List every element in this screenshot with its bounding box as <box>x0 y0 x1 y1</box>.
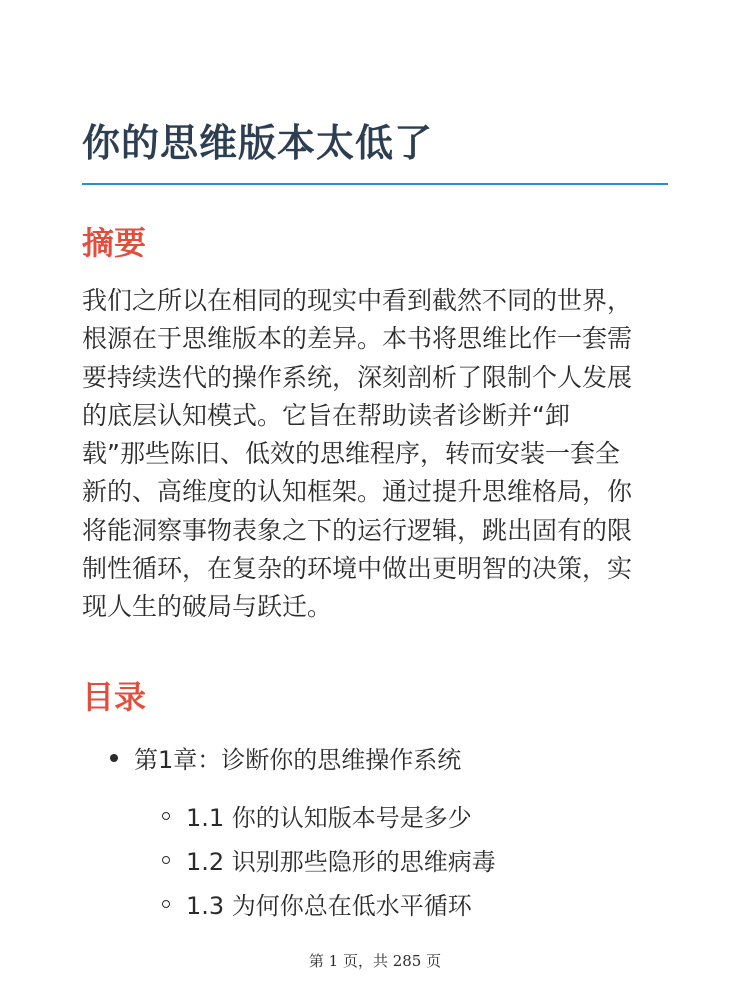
bullet-circle-icon <box>162 900 170 908</box>
toc-section-item[interactable] <box>162 886 472 921</box>
toc-section-item[interactable] <box>162 798 472 833</box>
toc-chapter-label: 第1章：诊断你的思维操作系统 <box>134 746 462 774</box>
bullet-circle-icon <box>162 856 170 864</box>
toc-section-label: 1.3 为何你总在低水平循环 <box>186 892 472 920</box>
toc-section-label: 1.1 你的认知版本号是多少 <box>186 804 472 832</box>
abstract-line: 新的、高维度的认知框架。通过提升思维格局，你 <box>82 477 633 507</box>
abstract-line: 要持续迭代的操作系统，深刻剖析了限制个人发展 <box>82 362 633 392</box>
toc-section-item[interactable] <box>162 842 496 877</box>
abstract-paragraph <box>82 282 668 627</box>
toc-heading: 目录 <box>82 678 147 716</box>
abstract-line: 现人生的破局与跃迁。 <box>82 592 333 622</box>
abstract-line: 制性循环，在复杂的环境中做出更明智的决策，实 <box>82 554 633 584</box>
title-divider <box>82 183 668 185</box>
abstract-line: 我们之所以在相同的现实中看到截然不同的世界， <box>82 286 633 315</box>
document-title: 你的思维版本太低了 <box>82 121 434 165</box>
bullet-circle-icon <box>162 812 170 820</box>
abstract-line: 载”那些陈旧、低效的思维程序，转而安装一套全 <box>82 439 620 469</box>
abstract-heading: 摘要 <box>82 224 147 262</box>
bullet-disc-icon <box>110 754 118 762</box>
toc-section-label: 1.2 识别那些隐形的思维病毒 <box>186 848 496 876</box>
abstract-line: 的底层认知模式。它旨在帮助读者诊断并“卸 <box>82 400 570 430</box>
abstract-line: 将能洞察事物表象之下的运行逻辑，跳出固有的限 <box>82 515 633 545</box>
document-page <box>82 0 668 1000</box>
toc-chapter-item[interactable] <box>110 740 461 775</box>
page-footer: 第 1 页，共 285 页 <box>308 952 442 970</box>
abstract-line: 根源在于思维版本的差异。本书将思维比作一套需 <box>82 324 633 354</box>
